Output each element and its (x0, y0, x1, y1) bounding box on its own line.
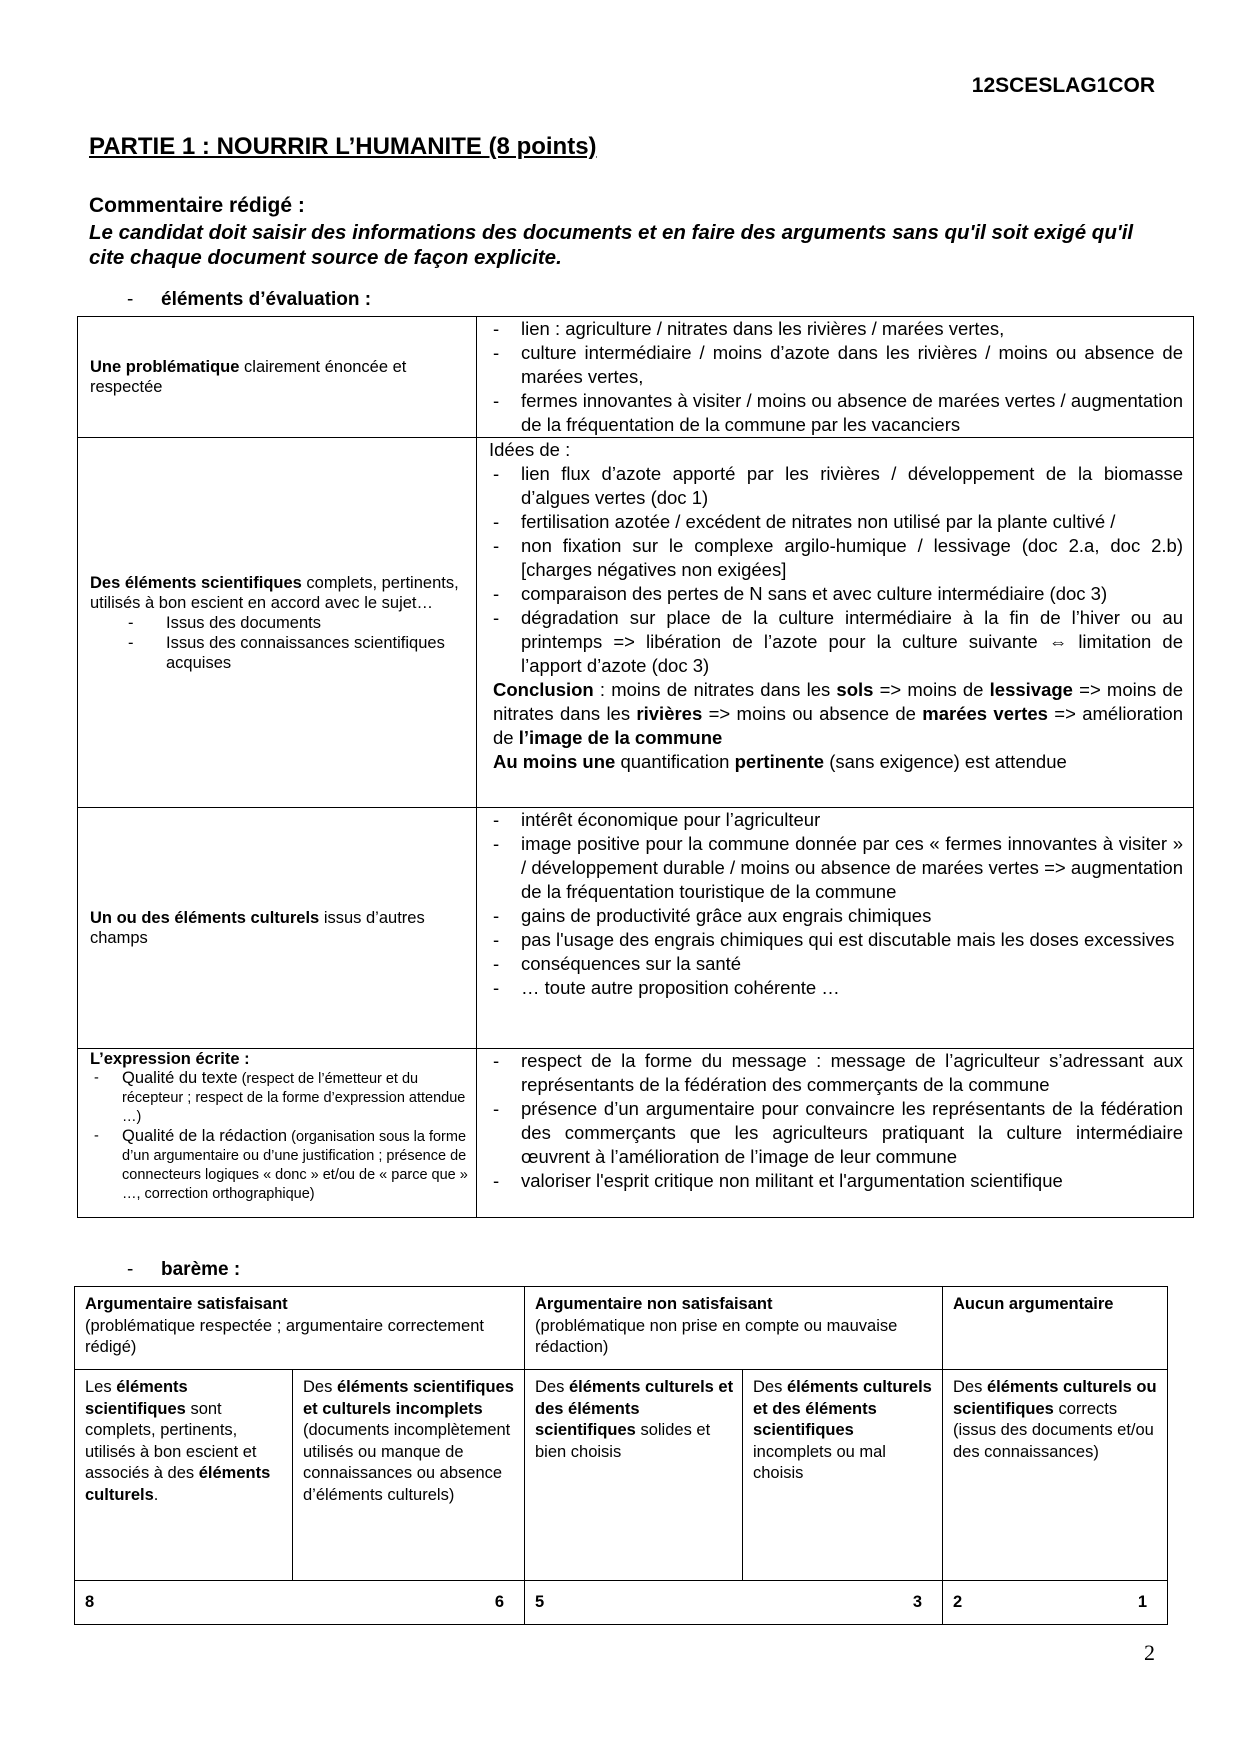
instruction-text: Le candidat doit saisir des informations des documents et en faire des arguments sans qu'il soit exigé qu'il cite chaque document source de façon explicite. (89, 221, 1134, 269)
bareme-cell: Des éléments scientifiques et culturels incomplets (documents incomplètement utilisés ou manque de connaissances ou absence d’éléments culturels) (293, 1370, 525, 1581)
table-row (75, 1370, 1168, 1581)
bareme-header-non-satisfaisant: Argumentaire non satisfaisant (problématique non prise en compte ou mauvaise rédaction) (525, 1287, 943, 1370)
table-row (75, 1287, 1168, 1370)
table-row (78, 438, 1194, 808)
list-item: - dégradation sur place de la culture intermédiaire à la fin de l’hiver ou au printemps => libération de l’azote pour la culture suivante ⇔ limitation de l’apport d’azote (doc 3) (489, 606, 1183, 678)
list-item: - fertilisation azotée / excédent de nitrates non utilisé par la plante cultivé / (489, 510, 1183, 534)
list-item: - Issus des documents (90, 613, 468, 633)
quantification-text: Au moins une quantification pertinente (sans exigence) est attendue (493, 751, 1067, 772)
list-item: - image positive pour la commune donnée par ces « fermes innovantes à visiter » / développement durable / moins ou absence de marées vertes => augmentation de la fréquentation touristique de la commune (489, 832, 1183, 904)
list-item: - respect de la forme du message : message de l’agriculteur s’adressant aux représentants de la fédération des commerçants de la commune (489, 1049, 1183, 1097)
criterion-culturel: Un ou des éléments culturels issus d’autres champs (78, 808, 477, 1049)
list-item: - comparaison des pertes de N sans et avec culture intermédiaire (doc 3) (489, 582, 1183, 606)
list-item: - Qualité de la rédaction (organisation sous la forme d’un argumentaire ou d’une justification ; présence de connecteurs logiques « donc » et/ou de « parce que » …, correction orthographique) (90, 1127, 468, 1204)
list-item: - … toute autre proposition cohérente … (489, 976, 1183, 1000)
list-item: - lien flux d’azote apporté par les rivières / développement de la biomasse d’algues vertes (doc 1) (489, 462, 1183, 510)
list-item: - non fixation sur le complexe argilo-humique / lessivage (doc 2.a, doc 2.b) [charges négatives non exigées] (489, 534, 1183, 582)
conclusion-text: Conclusion : moins de nitrates dans les sols => moins de lessivage => moins de nitrates dans les rivières => moins ou absence de marées vertes => amélioration de l’image de la commune (493, 679, 1184, 748)
score-range-satisfaisant: 8 6 (75, 1581, 525, 1625)
table-row (75, 1581, 1168, 1625)
criterion-problematique: Une problématique clairement énoncée et respectée (78, 317, 477, 438)
criterion-culturel-details (477, 808, 1194, 1049)
criterion-expression: L’expression écrite : - Qualité du texte (respect de l’émetteur et du récepteur ; respect de la forme d’expression attendue …) - Qualité de la rédaction (organisation sous la forme d’un argumentaire ou d’une justification ; présence de connecteurs logiques « donc » et/ou de « parce que » …, correction orthographique) (78, 1049, 477, 1218)
score-range-aucun: 2 1 (943, 1581, 1168, 1625)
bareme-header-aucun: Aucun argumentaire (943, 1287, 1168, 1370)
criterion-scientifique: Des éléments scientifiques complets, pertinents, utilisés à bon escient en accord avec le sujet… - Issus des documents - Issus des connaissances scientifiques acquises (78, 438, 477, 808)
list-item: - intérêt économique pour l’agriculteur (489, 808, 1183, 832)
list-item: - Issus des connaissances scientifiques acquises (90, 633, 468, 673)
bareme-cell: Les éléments scientifiques sont complets, pertinents, utilisés à bon escient et associés à des éléments culturels. (75, 1370, 293, 1581)
table-row (78, 317, 1194, 438)
bareme-header-satisfaisant: Argumentaire satisfaisant (problématique respectée ; argumentaire correctement rédigé) (75, 1287, 525, 1370)
eval-heading: - éléments d’évaluation : (127, 289, 372, 310)
table-row (78, 808, 1194, 1049)
score-range-non-satisfaisant: 5 3 (525, 1581, 943, 1625)
list-item: - présence d’un argumentaire pour convaincre les représentants de la fédération des commerçants que les agriculteurs pratiquant la culture intermédiaire œuvrent à l’amélioration de l’image de leur commune (489, 1097, 1183, 1169)
evaluation-table (77, 316, 1194, 1218)
bareme-cell: Des éléments culturels et des éléments scientifiques solides et bien choisis (525, 1370, 743, 1581)
list-item: - fermes innovantes à visiter / moins ou absence de marées vertes / augmentation de la fréquentation de la commune par les vacanciers (489, 389, 1183, 437)
section-subtitle: Commentaire rédigé : (89, 194, 305, 217)
criterion-problematique-details (477, 317, 1194, 438)
list-item: - culture intermédiaire / moins d’azote dans les rivières / moins ou absence de marées vertes, (489, 341, 1183, 389)
list-item: - Qualité du texte (respect de l’émetteur et du récepteur ; respect de la forme d’expression attendue …) (90, 1069, 468, 1127)
list-item: - pas l'usage des engrais chimiques qui est discutable mais les doses excessives (489, 928, 1183, 952)
criterion-expression-details (477, 1049, 1194, 1218)
criterion-scientifique-details (477, 438, 1194, 808)
page-number: 2 (1144, 1640, 1155, 1665)
list-item: - lien : agriculture / nitrates dans les rivières / marées vertes, (489, 317, 1183, 341)
list-item: - conséquences sur la santé (489, 952, 1183, 976)
ideas-intro: Idées de : (489, 439, 571, 460)
bareme-heading: - barème : (127, 1259, 241, 1280)
list-item: - valoriser l'esprit critique non militant et l'argumentation scientifique (489, 1169, 1183, 1193)
bareme-cell: Des éléments culturels ou scientifiques corrects (issus des documents et/ou des connaissances) (943, 1370, 1168, 1581)
bareme-table (74, 1286, 1168, 1625)
table-row (78, 1049, 1194, 1218)
page-title: PARTIE 1 : NOURRIR L’HUMANITE (8 points) (89, 133, 597, 160)
list-item: - gains de productivité grâce aux engrais chimiques (489, 904, 1183, 928)
document-code: 12SCESLAG1COR (971, 74, 1155, 97)
bareme-cell: Des éléments culturels et des éléments scientifiques incomplets ou mal choisis (743, 1370, 943, 1581)
